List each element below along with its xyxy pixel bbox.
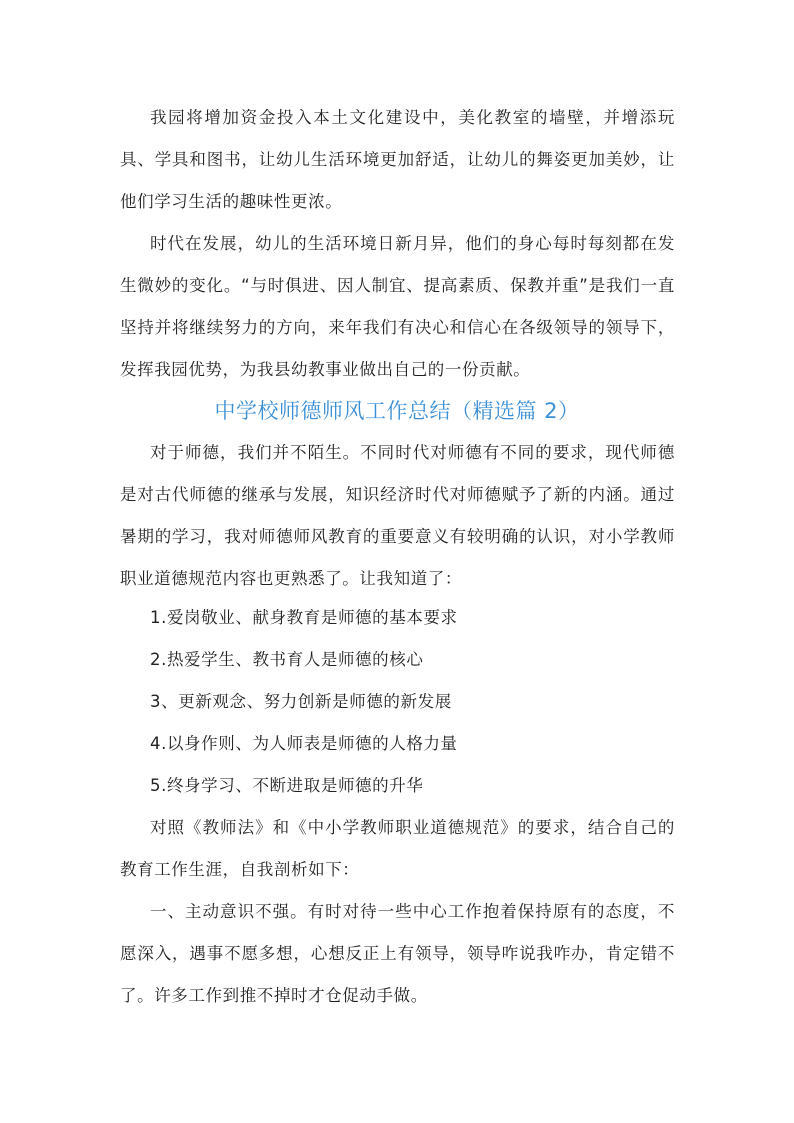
paragraph-kindergarten-environment: 我园将增加资金投入本土文化建设中，美化教室的墙壁，并增添玩具、学具和图书，让幼儿生活环境更加舒适，让幼儿的舞姿更加美妙，让他们学习生活的趣味性更浓。 (120, 108, 675, 211)
list-item-5: 5.终身学习、不断进取是师德的升华 (150, 776, 424, 795)
paragraph-teacher-ethics-intro: 对于师德，我们并不陌生。不同时代对师德有不同的要求，现代师德是对古代师德的继承与发展，知识经济时代对师德赋予了新的内涵。通过暑期的学习，我对师德师风教育的重要意义有较明确的认识，对小学教师职业道德规范内容也更熟悉了。让我知道了： (120, 443, 675, 588)
list-item-2: 2.热爱学生、教书育人是师德的核心 (150, 650, 424, 669)
section-title: 中学校师德师风工作总结（精选篇 2） (214, 399, 580, 423)
list-item-1: 1.爱岗敬业、献身教育是师德的基本要求 (150, 608, 458, 627)
paragraph-times-development: 时代在发展，幼儿的生活环境日新月异，他们的身心每时每刻都在发生微妙的变化。“与时俱进、因人制宜、提高素质、保教并重”是我们一直坚持并将继续努力的方向，来年我们有决心和信心在各级领导的领导下，发挥我园优势，为我县幼教事业做出自己的一份贡献。 (120, 234, 675, 379)
paragraph-initiative-weakness: 一、主动意识不强。有时对待一些中心工作抱着保持原有的态度，不愿深入，遇事不愿多想，心想反正上有领导，领导咋说我咋办，肯定错不了。许多工作到推不掉时才仓促动手做。 (120, 902, 675, 1005)
paragraph-self-analysis: 对照《教师法》和《中小学教师职业道德规范》的要求，结合自己的教育工作生涯，自我剖析如下： (120, 818, 675, 879)
list-item-3: 3、更新观念、努力创新是师德的新发展 (150, 692, 452, 711)
list-item-4: 4.以身作则、为人师表是师德的人格力量 (150, 734, 458, 753)
